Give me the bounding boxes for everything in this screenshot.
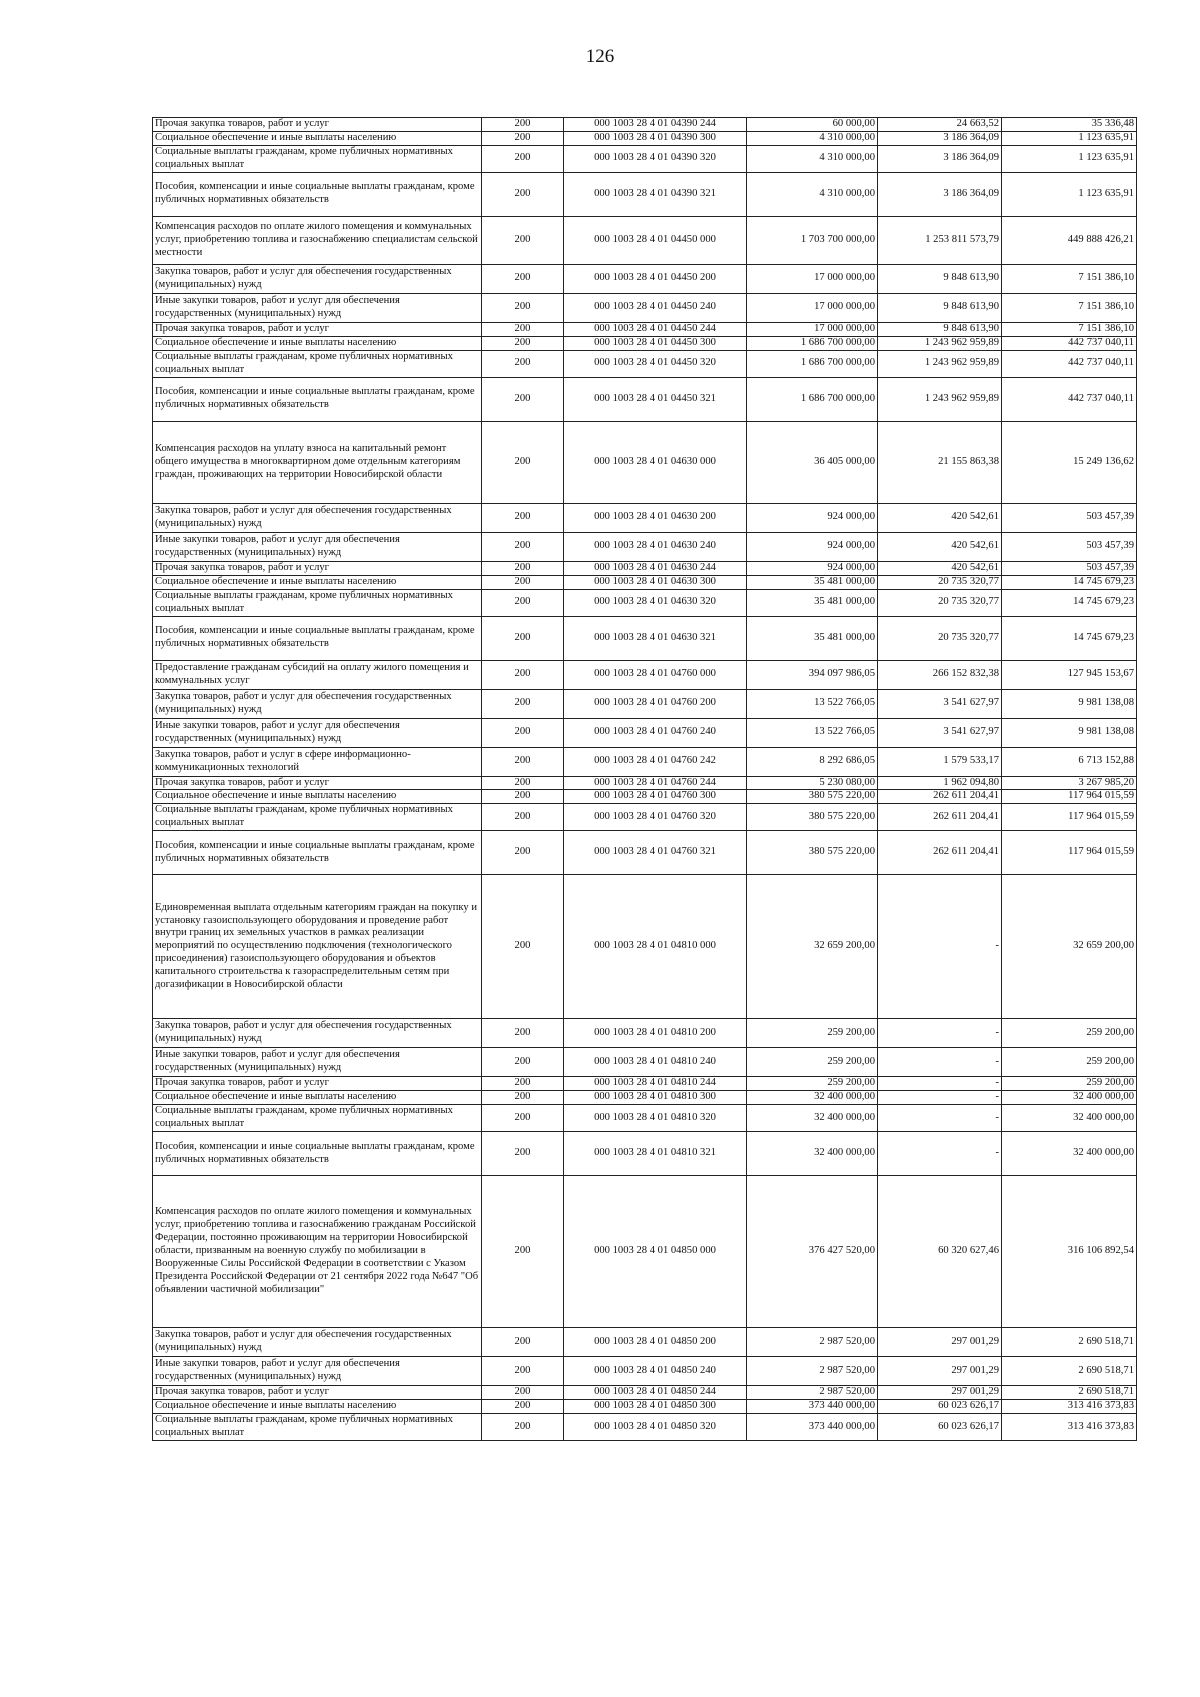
- row-name-cell: Социальное обеспечение и иные выплаты населению: [153, 131, 482, 145]
- row-name-cell: Закупка товаров, работ и услуг для обеспечения государственных (муниципальных) нужд: [153, 503, 482, 532]
- approved-amount-cell: 32 400 000,00: [747, 1105, 878, 1132]
- line-code-cell: 200: [482, 1414, 564, 1441]
- row-name-cell: Закупка товаров, работ и услуг в сфере информационно-коммуникационных технологий: [153, 747, 482, 776]
- row-name-cell: Закупка товаров, работ и услуг для обеспечения государственных (муниципальных) нужд: [153, 1328, 482, 1357]
- unexecuted-amount-cell: 9 981 138,08: [1002, 689, 1137, 718]
- unexecuted-amount-cell: 32 400 000,00: [1002, 1132, 1137, 1176]
- line-code-cell: 200: [482, 377, 564, 421]
- unexecuted-amount-cell: 3 267 985,20: [1002, 776, 1137, 790]
- line-code-cell: 200: [482, 1048, 564, 1077]
- line-code-cell: 200: [482, 589, 564, 616]
- row-name-cell: Социальное обеспечение и иные выплаты населению: [153, 1091, 482, 1105]
- line-code-cell: 200: [482, 831, 564, 875]
- row-name-cell: Закупка товаров, работ и услуг для обеспечения государственных (муниципальных) нужд: [153, 1019, 482, 1048]
- unexecuted-amount-cell: 7 151 386,10: [1002, 322, 1137, 336]
- executed-amount-cell: 297 001,29: [878, 1328, 1002, 1357]
- executed-amount-cell: 9 848 613,90: [878, 293, 1002, 322]
- unexecuted-amount-cell: 313 416 373,83: [1002, 1414, 1137, 1441]
- table-row: [153, 322, 1137, 336]
- budget-classification-cell: 000 1003 28 4 01 04630 200: [564, 503, 747, 532]
- approved-amount-cell: 13 522 766,05: [747, 689, 878, 718]
- row-name-cell: Пособия, компенсации и иные социальные выплаты гражданам, кроме публичных нормативных обязательств: [153, 1132, 482, 1176]
- row-name-cell: Социальное обеспечение и иные выплаты населению: [153, 1400, 482, 1414]
- executed-amount-cell: -: [878, 1091, 1002, 1105]
- unexecuted-amount-cell: 32 400 000,00: [1002, 1091, 1137, 1105]
- line-code-cell: 200: [482, 1386, 564, 1400]
- executed-amount-cell: 9 848 613,90: [878, 322, 1002, 336]
- table-row: [153, 1105, 1137, 1132]
- table-row: [153, 1357, 1137, 1386]
- budget-classification-cell: 000 1003 28 4 01 04760 000: [564, 660, 747, 689]
- budget-classification-cell: 000 1003 28 4 01 04850 200: [564, 1328, 747, 1357]
- approved-amount-cell: 373 440 000,00: [747, 1414, 878, 1441]
- row-name-cell: Социальное обеспечение и иные выплаты населению: [153, 336, 482, 350]
- executed-amount-cell: -: [878, 1105, 1002, 1132]
- approved-amount-cell: 13 522 766,05: [747, 718, 878, 747]
- budget-classification-cell: 000 1003 28 4 01 04760 300: [564, 790, 747, 804]
- approved-amount-cell: 35 481 000,00: [747, 616, 878, 660]
- line-code-cell: 200: [482, 1132, 564, 1176]
- unexecuted-amount-cell: 449 888 426,21: [1002, 216, 1137, 264]
- table-row: [153, 503, 1137, 532]
- table-row: [153, 1414, 1137, 1441]
- table-row: [153, 875, 1137, 1019]
- line-code-cell: 200: [482, 1105, 564, 1132]
- budget-classification-cell: 000 1003 28 4 01 04810 200: [564, 1019, 747, 1048]
- line-code-cell: 200: [482, 293, 564, 322]
- unexecuted-amount-cell: 259 200,00: [1002, 1048, 1137, 1077]
- approved-amount-cell: 2 987 520,00: [747, 1328, 878, 1357]
- unexecuted-amount-cell: 2 690 518,71: [1002, 1328, 1137, 1357]
- executed-amount-cell: 3 541 627,97: [878, 689, 1002, 718]
- approved-amount-cell: 259 200,00: [747, 1048, 878, 1077]
- line-code-cell: 200: [482, 575, 564, 589]
- line-code-cell: 200: [482, 1019, 564, 1048]
- approved-amount-cell: 2 987 520,00: [747, 1386, 878, 1400]
- unexecuted-amount-cell: 14 745 679,23: [1002, 589, 1137, 616]
- line-code-cell: 200: [482, 747, 564, 776]
- row-name-cell: Предоставление гражданам субсидий на оплату жилого помещения и коммунальных услуг: [153, 660, 482, 689]
- row-name-cell: Прочая закупка товаров, работ и услуг: [153, 322, 482, 336]
- executed-amount-cell: 1 962 094,80: [878, 776, 1002, 790]
- unexecuted-amount-cell: 127 945 153,67: [1002, 660, 1137, 689]
- executed-amount-cell: 60 023 626,17: [878, 1400, 1002, 1414]
- row-name-cell: Компенсация расходов по оплате жилого помещения и коммунальных услуг, приобретению топлива и газоснабжению гражданам Российской Федерации, постоянно проживающим на территории Новосибирской области, призванным на военную службу по мобилизации в Вооруженные Силы Российской Федерации в соответствии с Указом Президента Российской Федерации от 21 сентября 2022 года №647 "Об объявлении частичной мобилизации": [153, 1176, 482, 1328]
- executed-amount-cell: 297 001,29: [878, 1386, 1002, 1400]
- table-row: [153, 377, 1137, 421]
- unexecuted-amount-cell: 503 457,39: [1002, 561, 1137, 575]
- row-name-cell: Закупка товаров, работ и услуг для обеспечения государственных (муниципальных) нужд: [153, 264, 482, 293]
- table-row: [153, 1048, 1137, 1077]
- approved-amount-cell: 32 659 200,00: [747, 875, 878, 1019]
- budget-classification-cell: 000 1003 28 4 01 04760 321: [564, 831, 747, 875]
- table-row: [153, 264, 1137, 293]
- row-name-cell: Прочая закупка товаров, работ и услуг: [153, 118, 482, 132]
- budget-classification-cell: 000 1003 28 4 01 04390 320: [564, 145, 747, 172]
- row-name-cell: Иные закупки товаров, работ и услуг для обеспечения государственных (муниципальных) нужд: [153, 293, 482, 322]
- row-name-cell: Социальное обеспечение и иные выплаты населению: [153, 575, 482, 589]
- executed-amount-cell: 420 542,61: [878, 532, 1002, 561]
- line-code-cell: 200: [482, 421, 564, 503]
- budget-classification-cell: 000 1003 28 4 01 04630 321: [564, 616, 747, 660]
- unexecuted-amount-cell: 117 964 015,59: [1002, 790, 1137, 804]
- table-row: [153, 350, 1137, 377]
- approved-amount-cell: 1 686 700 000,00: [747, 336, 878, 350]
- unexecuted-amount-cell: 2 690 518,71: [1002, 1386, 1137, 1400]
- unexecuted-amount-cell: 313 416 373,83: [1002, 1400, 1137, 1414]
- approved-amount-cell: 60 000,00: [747, 118, 878, 132]
- row-name-cell: Пособия, компенсации и иные социальные выплаты гражданам, кроме публичных нормативных обязательств: [153, 616, 482, 660]
- executed-amount-cell: 262 611 204,41: [878, 804, 1002, 831]
- line-code-cell: 200: [482, 322, 564, 336]
- executed-amount-cell: 420 542,61: [878, 561, 1002, 575]
- approved-amount-cell: 376 427 520,00: [747, 1176, 878, 1328]
- line-code-cell: 200: [482, 264, 564, 293]
- executed-amount-cell: 262 611 204,41: [878, 790, 1002, 804]
- unexecuted-amount-cell: 14 745 679,23: [1002, 616, 1137, 660]
- approved-amount-cell: 36 405 000,00: [747, 421, 878, 503]
- row-name-cell: Единовременная выплата отдельным категориям граждан на покупку и установку газоиспользующего оборудования и проведение работ внутри границ их земельных участков в рамках реализации мероприятий по осуществлению подключения (технологического присоединения) газоиспользующего оборудования и объектов капитального строительства к газораспределительным сетям при догазификации в Новосибирской области: [153, 875, 482, 1019]
- executed-amount-cell: -: [878, 1132, 1002, 1176]
- approved-amount-cell: 1 686 700 000,00: [747, 377, 878, 421]
- budget-classification-cell: 000 1003 28 4 01 04630 244: [564, 561, 747, 575]
- budget-classification-cell: 000 1003 28 4 01 04450 300: [564, 336, 747, 350]
- executed-amount-cell: 20 735 320,77: [878, 575, 1002, 589]
- approved-amount-cell: 17 000 000,00: [747, 293, 878, 322]
- approved-amount-cell: 1 703 700 000,00: [747, 216, 878, 264]
- line-code-cell: 200: [482, 350, 564, 377]
- unexecuted-amount-cell: 316 106 892,54: [1002, 1176, 1137, 1328]
- row-name-cell: Социальные выплаты гражданам, кроме публичных нормативных социальных выплат: [153, 145, 482, 172]
- executed-amount-cell: 1 243 962 959,89: [878, 377, 1002, 421]
- budget-classification-cell: 000 1003 28 4 01 04760 244: [564, 776, 747, 790]
- approved-amount-cell: 380 575 220,00: [747, 790, 878, 804]
- line-code-cell: 200: [482, 561, 564, 575]
- budget-classification-cell: 000 1003 28 4 01 04810 240: [564, 1048, 747, 1077]
- row-name-cell: Иные закупки товаров, работ и услуг для обеспечения государственных (муниципальных) нужд: [153, 718, 482, 747]
- budget-classification-cell: 000 1003 28 4 01 04850 240: [564, 1357, 747, 1386]
- budget-classification-cell: 000 1003 28 4 01 04760 320: [564, 804, 747, 831]
- budget-classification-cell: 000 1003 28 4 01 04450 000: [564, 216, 747, 264]
- table-row: [153, 575, 1137, 589]
- table-row: [153, 1400, 1137, 1414]
- line-code-cell: 200: [482, 875, 564, 1019]
- row-name-cell: Социальные выплаты гражданам, кроме публичных нормативных социальных выплат: [153, 1414, 482, 1441]
- table-row: [153, 216, 1137, 264]
- budget-classification-cell: 000 1003 28 4 01 04450 240: [564, 293, 747, 322]
- unexecuted-amount-cell: 1 123 635,91: [1002, 172, 1137, 216]
- unexecuted-amount-cell: 2 690 518,71: [1002, 1357, 1137, 1386]
- line-code-cell: 200: [482, 1077, 564, 1091]
- budget-classification-cell: 000 1003 28 4 01 04450 321: [564, 377, 747, 421]
- executed-amount-cell: 266 152 832,38: [878, 660, 1002, 689]
- row-name-cell: Пособия, компенсации и иные социальные выплаты гражданам, кроме публичных нормативных обязательств: [153, 172, 482, 216]
- executed-amount-cell: 297 001,29: [878, 1357, 1002, 1386]
- executed-amount-cell: 20 735 320,77: [878, 589, 1002, 616]
- table-row: [153, 660, 1137, 689]
- line-code-cell: 200: [482, 790, 564, 804]
- budget-classification-cell: 000 1003 28 4 01 04760 242: [564, 747, 747, 776]
- line-code-cell: 200: [482, 689, 564, 718]
- line-code-cell: 200: [482, 172, 564, 216]
- unexecuted-amount-cell: 7 151 386,10: [1002, 293, 1137, 322]
- page-number: 126: [585, 46, 615, 67]
- line-code-cell: 200: [482, 503, 564, 532]
- executed-amount-cell: 1 243 962 959,89: [878, 336, 1002, 350]
- line-code-cell: 200: [482, 616, 564, 660]
- line-code-cell: 200: [482, 660, 564, 689]
- table-row: [153, 1132, 1137, 1176]
- line-code-cell: 200: [482, 532, 564, 561]
- row-name-cell: Пособия, компенсации и иные социальные выплаты гражданам, кроме публичных нормативных обязательств: [153, 831, 482, 875]
- budget-classification-cell: 000 1003 28 4 01 04630 320: [564, 589, 747, 616]
- row-name-cell: Социальные выплаты гражданам, кроме публичных нормативных социальных выплат: [153, 350, 482, 377]
- unexecuted-amount-cell: 1 123 635,91: [1002, 131, 1137, 145]
- executed-amount-cell: 262 611 204,41: [878, 831, 1002, 875]
- table-row: [153, 776, 1137, 790]
- budget-classification-cell: 000 1003 28 4 01 04450 320: [564, 350, 747, 377]
- line-code-cell: 200: [482, 1091, 564, 1105]
- approved-amount-cell: 2 987 520,00: [747, 1357, 878, 1386]
- executed-amount-cell: 60 023 626,17: [878, 1414, 1002, 1441]
- row-name-cell: Социальные выплаты гражданам, кроме публичных нормативных социальных выплат: [153, 589, 482, 616]
- table-row: [153, 589, 1137, 616]
- executed-amount-cell: -: [878, 875, 1002, 1019]
- line-code-cell: 200: [482, 718, 564, 747]
- unexecuted-amount-cell: 32 659 200,00: [1002, 875, 1137, 1019]
- line-code-cell: 200: [482, 776, 564, 790]
- unexecuted-amount-cell: 32 400 000,00: [1002, 1105, 1137, 1132]
- table-row: [153, 293, 1137, 322]
- table-row: [153, 831, 1137, 875]
- row-name-cell: Прочая закупка товаров, работ и услуг: [153, 561, 482, 575]
- approved-amount-cell: 924 000,00: [747, 561, 878, 575]
- line-code-cell: 200: [482, 804, 564, 831]
- executed-amount-cell: -: [878, 1019, 1002, 1048]
- approved-amount-cell: 35 481 000,00: [747, 575, 878, 589]
- approved-amount-cell: 394 097 986,05: [747, 660, 878, 689]
- unexecuted-amount-cell: 35 336,48: [1002, 118, 1137, 132]
- unexecuted-amount-cell: 442 737 040,11: [1002, 336, 1137, 350]
- budget-classification-cell: 000 1003 28 4 01 04850 320: [564, 1414, 747, 1441]
- line-code-cell: 200: [482, 1357, 564, 1386]
- approved-amount-cell: 259 200,00: [747, 1019, 878, 1048]
- executed-amount-cell: 3 541 627,97: [878, 718, 1002, 747]
- budget-classification-cell: 000 1003 28 4 01 04390 244: [564, 118, 747, 132]
- budget-classification-cell: 000 1003 28 4 01 04390 321: [564, 172, 747, 216]
- budget-classification-cell: 000 1003 28 4 01 04760 240: [564, 718, 747, 747]
- unexecuted-amount-cell: 1 123 635,91: [1002, 145, 1137, 172]
- row-name-cell: Компенсация расходов по оплате жилого помещения и коммунальных услуг, приобретению топлива и газоснабжению специалистам сельской местности: [153, 216, 482, 264]
- budget-classification-cell: 000 1003 28 4 01 04630 000: [564, 421, 747, 503]
- row-name-cell: Социальные выплаты гражданам, кроме публичных нормативных социальных выплат: [153, 1105, 482, 1132]
- approved-amount-cell: 4 310 000,00: [747, 145, 878, 172]
- table-row: [153, 1077, 1137, 1091]
- executed-amount-cell: 1 253 811 573,79: [878, 216, 1002, 264]
- budget-classification-cell: 000 1003 28 4 01 04810 244: [564, 1077, 747, 1091]
- table-row: [153, 532, 1137, 561]
- table-row: [153, 145, 1137, 172]
- budget-classification-cell: 000 1003 28 4 01 04810 300: [564, 1091, 747, 1105]
- approved-amount-cell: 924 000,00: [747, 503, 878, 532]
- unexecuted-amount-cell: 15 249 136,62: [1002, 421, 1137, 503]
- row-name-cell: Прочая закупка товаров, работ и услуг: [153, 1077, 482, 1091]
- unexecuted-amount-cell: 117 964 015,59: [1002, 804, 1137, 831]
- table-row: [153, 118, 1137, 132]
- budget-classification-cell: 000 1003 28 4 01 04390 300: [564, 131, 747, 145]
- table-row: [153, 336, 1137, 350]
- table-row: [153, 131, 1137, 145]
- budget-classification-cell: 000 1003 28 4 01 04850 300: [564, 1400, 747, 1414]
- executed-amount-cell: -: [878, 1077, 1002, 1091]
- row-name-cell: Иные закупки товаров, работ и услуг для обеспечения государственных (муниципальных) нужд: [153, 532, 482, 561]
- executed-amount-cell: 20 735 320,77: [878, 616, 1002, 660]
- budget-classification-cell: 000 1003 28 4 01 04850 000: [564, 1176, 747, 1328]
- line-code-cell: 200: [482, 118, 564, 132]
- executed-amount-cell: 1 243 962 959,89: [878, 350, 1002, 377]
- table-row: [153, 172, 1137, 216]
- approved-amount-cell: 380 575 220,00: [747, 831, 878, 875]
- budget-classification-cell: 000 1003 28 4 01 04810 320: [564, 1105, 747, 1132]
- approved-amount-cell: 373 440 000,00: [747, 1400, 878, 1414]
- table-row: [153, 1328, 1137, 1357]
- row-name-cell: Иные закупки товаров, работ и услуг для обеспечения государственных (муниципальных) нужд: [153, 1048, 482, 1077]
- line-code-cell: 200: [482, 1176, 564, 1328]
- approved-amount-cell: 4 310 000,00: [747, 131, 878, 145]
- executed-amount-cell: 1 579 533,17: [878, 747, 1002, 776]
- row-name-cell: Социальные выплаты гражданам, кроме публичных нормативных социальных выплат: [153, 804, 482, 831]
- unexecuted-amount-cell: 117 964 015,59: [1002, 831, 1137, 875]
- approved-amount-cell: 8 292 686,05: [747, 747, 878, 776]
- row-name-cell: Закупка товаров, работ и услуг для обеспечения государственных (муниципальных) нужд: [153, 689, 482, 718]
- row-name-cell: Пособия, компенсации и иные социальные выплаты гражданам, кроме публичных нормативных обязательств: [153, 377, 482, 421]
- unexecuted-amount-cell: 9 981 138,08: [1002, 718, 1137, 747]
- approved-amount-cell: 32 400 000,00: [747, 1132, 878, 1176]
- budget-classification-cell: 000 1003 28 4 01 04810 321: [564, 1132, 747, 1176]
- table-row: [153, 747, 1137, 776]
- row-name-cell: Социальное обеспечение и иные выплаты населению: [153, 790, 482, 804]
- line-code-cell: 200: [482, 336, 564, 350]
- budget-classification-cell: 000 1003 28 4 01 04630 300: [564, 575, 747, 589]
- executed-amount-cell: 3 186 364,09: [878, 145, 1002, 172]
- table-row: [153, 1386, 1137, 1400]
- row-name-cell: Компенсация расходов на уплату взноса на капитальный ремонт общего имущества в многоквартирном доме отдельным категориям граждан, проживающих на территории Новосибирской области: [153, 421, 482, 503]
- table-row: [153, 616, 1137, 660]
- executed-amount-cell: 3 186 364,09: [878, 131, 1002, 145]
- budget-classification-cell: 000 1003 28 4 01 04760 200: [564, 689, 747, 718]
- budget-classification-cell: 000 1003 28 4 01 04850 244: [564, 1386, 747, 1400]
- budget-classification-cell: 000 1003 28 4 01 04450 200: [564, 264, 747, 293]
- unexecuted-amount-cell: 7 151 386,10: [1002, 264, 1137, 293]
- executed-amount-cell: -: [878, 1048, 1002, 1077]
- budget-classification-cell: 000 1003 28 4 01 04450 244: [564, 322, 747, 336]
- table-row: [153, 689, 1137, 718]
- unexecuted-amount-cell: 259 200,00: [1002, 1019, 1137, 1048]
- approved-amount-cell: 5 230 080,00: [747, 776, 878, 790]
- table-row: [153, 1176, 1137, 1328]
- approved-amount-cell: 924 000,00: [747, 532, 878, 561]
- row-name-cell: Прочая закупка товаров, работ и услуг: [153, 1386, 482, 1400]
- line-code-cell: 200: [482, 1400, 564, 1414]
- executed-amount-cell: 3 186 364,09: [878, 172, 1002, 216]
- budget-classification-cell: 000 1003 28 4 01 04630 240: [564, 532, 747, 561]
- table-row: [153, 421, 1137, 503]
- unexecuted-amount-cell: 442 737 040,11: [1002, 377, 1137, 421]
- approved-amount-cell: 259 200,00: [747, 1077, 878, 1091]
- table-row: [153, 561, 1137, 575]
- unexecuted-amount-cell: 6 713 152,88: [1002, 747, 1137, 776]
- unexecuted-amount-cell: 442 737 040,11: [1002, 350, 1137, 377]
- executed-amount-cell: 60 320 627,46: [878, 1176, 1002, 1328]
- table-row: [153, 1019, 1137, 1048]
- line-code-cell: 200: [482, 131, 564, 145]
- table-row: [153, 1091, 1137, 1105]
- budget-execution-table: [152, 117, 1137, 1441]
- approved-amount-cell: 17 000 000,00: [747, 264, 878, 293]
- table-row: [153, 804, 1137, 831]
- executed-amount-cell: 24 663,52: [878, 118, 1002, 132]
- unexecuted-amount-cell: 14 745 679,23: [1002, 575, 1137, 589]
- executed-amount-cell: 420 542,61: [878, 503, 1002, 532]
- row-name-cell: Прочая закупка товаров, работ и услуг: [153, 776, 482, 790]
- approved-amount-cell: 32 400 000,00: [747, 1091, 878, 1105]
- approved-amount-cell: 17 000 000,00: [747, 322, 878, 336]
- unexecuted-amount-cell: 259 200,00: [1002, 1077, 1137, 1091]
- row-name-cell: Иные закупки товаров, работ и услуг для обеспечения государственных (муниципальных) нужд: [153, 1357, 482, 1386]
- approved-amount-cell: 35 481 000,00: [747, 589, 878, 616]
- line-code-cell: 200: [482, 1328, 564, 1357]
- approved-amount-cell: 1 686 700 000,00: [747, 350, 878, 377]
- line-code-cell: 200: [482, 145, 564, 172]
- executed-amount-cell: 21 155 863,38: [878, 421, 1002, 503]
- budget-classification-cell: 000 1003 28 4 01 04810 000: [564, 875, 747, 1019]
- table-row: [153, 790, 1137, 804]
- executed-amount-cell: 9 848 613,90: [878, 264, 1002, 293]
- approved-amount-cell: 380 575 220,00: [747, 804, 878, 831]
- approved-amount-cell: 4 310 000,00: [747, 172, 878, 216]
- unexecuted-amount-cell: 503 457,39: [1002, 503, 1137, 532]
- table-row: [153, 718, 1137, 747]
- line-code-cell: 200: [482, 216, 564, 264]
- unexecuted-amount-cell: 503 457,39: [1002, 532, 1137, 561]
